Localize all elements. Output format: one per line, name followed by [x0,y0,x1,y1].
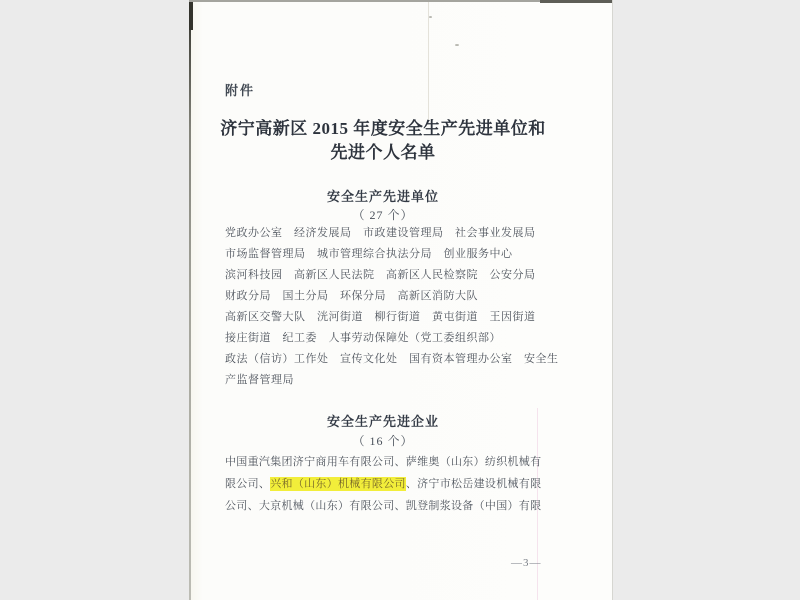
title-line-1: 济宁高新区 2015 年度安全生产先进单位和 [220,119,546,138]
list-line-text: 、济宁市松岳建设机械有限 [405,478,542,490]
scanned-document-page [189,0,613,600]
list-line: 高新区交警大队 洸河街道 柳行街道 黄屯街道 王因街道 [225,311,536,323]
list-line [225,451,547,473]
section-heading-advanced-units: 安全生产先进单位 [326,189,439,204]
list-line: 政法（信访）工作处 宣传文化处 国有资本管理办公室 安全生 [225,353,559,365]
advanced-enterprises-list [225,451,547,517]
list-line-text: 公司、大京机械（山东）有限公司、凯登制浆设备（中国）有限 [225,500,542,512]
list-line-text: 中国重汽集团济宁商用车有限公司、萨维奥（山东）纺织机械有 [225,456,542,468]
title-line-2: 先进个人名单 [330,143,436,162]
list-line: 财政分局 国土分局 环保分局 高新区消防大队 [225,290,478,302]
scan-left-edge-artifact [189,0,191,600]
scan-speck [429,16,432,18]
section-heading-advanced-enterprises: 安全生产先进企业 [326,414,439,429]
list-line: 接庄街道 纪工委 人事劳动保障处（党工委组织部） [225,332,501,344]
list-line: 党政办公室 经济发展局 市政建设管理局 社会事业发展局 [225,227,536,239]
section-count-advanced-enterprises: （ 16 个） [352,434,414,448]
list-line [225,495,547,517]
scan-corner-artifact [189,0,193,30]
advanced-units-list [225,223,559,391]
attachment-label: 附件 [225,83,256,98]
document-title [207,117,559,165]
paper-crease-line [428,2,429,120]
page-number: —3— [511,557,542,569]
section-count-advanced-units: （ 27 个） [352,208,414,222]
scan-speck [455,44,459,46]
list-line-text: 限公司、 [225,478,271,490]
scan-top-right-artifact [540,0,612,3]
list-line: 市场监督管理局 城市管理综合执法分局 创业服务中心 [225,248,513,260]
list-line [225,473,547,495]
list-line: 滨河科技园 高新区人民法院 高新区人民检察院 公安分局 [225,269,536,281]
list-line: 产监督管理局 [225,374,294,386]
highlighted-company-name: 兴和（山东）机械有限公司 [270,478,406,490]
